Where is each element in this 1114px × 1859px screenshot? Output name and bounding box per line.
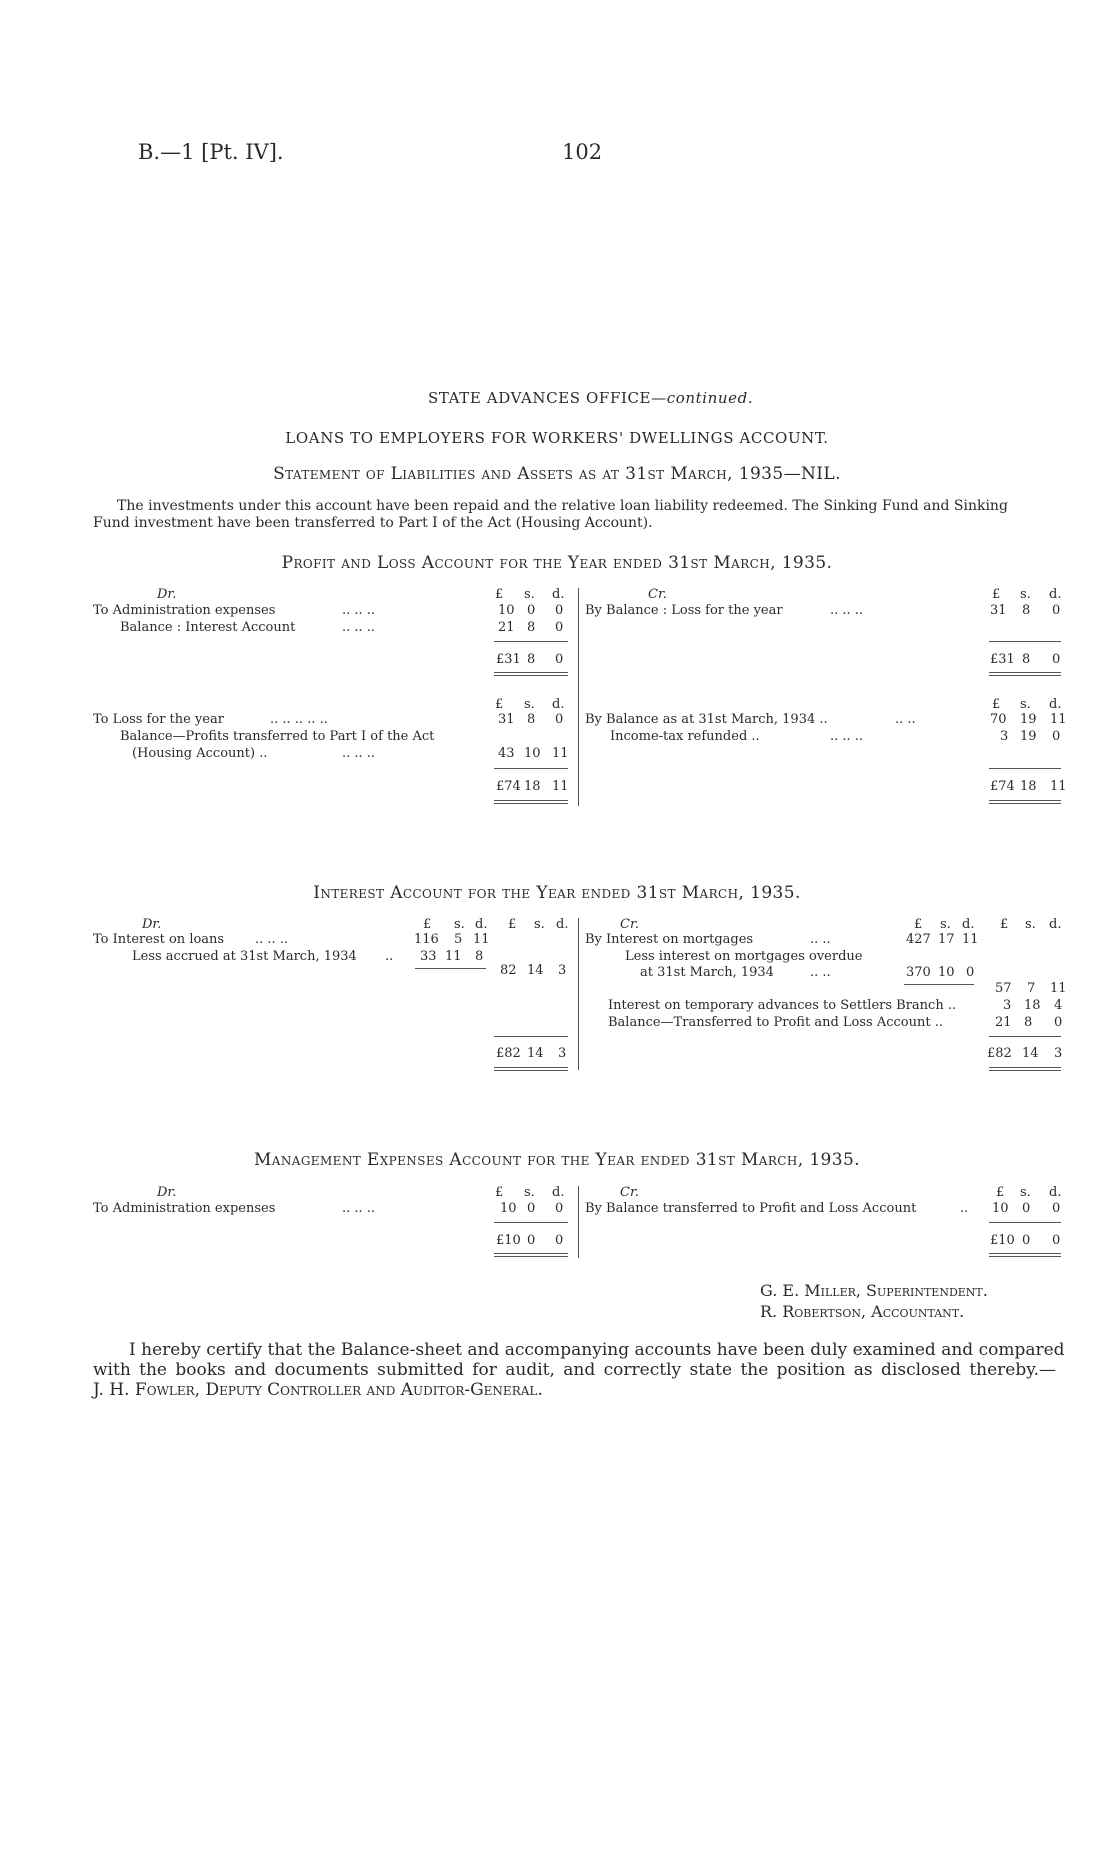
mgmt-cr-s-head: s.: [1020, 1185, 1031, 1200]
office-title-text: STATE ADVANCES OFFICE—: [428, 389, 667, 407]
leader-dots: .. .. ..: [830, 603, 864, 618]
int-inner-pound-head: £: [423, 917, 432, 932]
int-cr-inner-pound-head: £: [914, 917, 923, 932]
int-inner-d-head: d.: [475, 917, 488, 932]
pl-total-2-cr-shillings: 18: [1020, 779, 1037, 794]
pl-cr-d-head: d.: [1049, 587, 1062, 602]
pl-total-2-dr-shillings: 18: [524, 779, 541, 794]
subtotal-rule: [989, 641, 1061, 642]
pl-dr-row-balance: Balance : Interest Account: [120, 620, 296, 635]
amount-shillings: 17: [938, 932, 955, 947]
amount-pounds: 10: [498, 603, 515, 618]
mgmt-dr-pound-head: £: [495, 1185, 504, 1200]
signature-superintendent: G. E. Miller, Superintendent.: [760, 1281, 988, 1300]
int-dr-row-less-accrued: Less accrued at 31st March, 1934: [132, 949, 357, 964]
amount-shillings: 8: [1022, 603, 1031, 618]
pl-total-1-dr-shillings: 8: [527, 652, 536, 667]
total-double-rule: [494, 800, 568, 804]
office-title: [428, 389, 753, 407]
subtotal-rule: [904, 984, 974, 985]
subtotal-rule: [494, 768, 568, 769]
int-cr-net-pence: 11: [1050, 981, 1067, 996]
amount-shillings: 0: [527, 1201, 536, 1216]
pl-total-2-cr-pence: 11: [1050, 779, 1067, 794]
mgmt-total-cr-pounds: £10: [990, 1233, 1015, 1248]
int-total-cr-pounds: £82: [987, 1046, 1012, 1061]
certificate-line-3: J. H. Fowler, Deputy Controller and Auditor-General.: [93, 1380, 543, 1400]
amount-pounds: 427: [906, 932, 931, 947]
total-double-rule: [989, 1067, 1061, 1071]
subtotal-rule: [989, 1036, 1061, 1037]
amount-shillings: 5: [454, 932, 463, 947]
int-total-dr-shillings: 14: [527, 1046, 544, 1061]
pl-cr-s-head-2: s.: [1020, 697, 1031, 712]
account-title: LOANS TO EMPLOYERS FOR WORKERS' DWELLINGS ACCOUNT.: [285, 429, 829, 447]
amount-shillings: 19: [1020, 729, 1037, 744]
signature-accountant: R. Robertson, Accountant.: [760, 1302, 965, 1321]
pl-cr-pound-head-2: £: [992, 697, 1001, 712]
leader-dots: .. .. ..: [342, 1201, 376, 1216]
pl-total-1-cr-pounds: £31: [990, 652, 1015, 667]
amount-pence: 0: [555, 603, 564, 618]
mgmt-dr-s-head: s.: [524, 1185, 535, 1200]
mgmt-total-dr-pounds: £10: [496, 1233, 521, 1248]
leader-dots: .. .. ..: [342, 746, 376, 761]
int-dr-row-interest: To Interest on loans: [93, 932, 225, 947]
page-number: 102: [562, 140, 603, 164]
pl-total-1-dr-pence: 0: [555, 652, 564, 667]
leader-dots: .. ..: [810, 932, 831, 947]
int-outer-pound-head: £: [508, 917, 517, 932]
amount-pounds: 370: [906, 965, 931, 980]
amount-pounds: 10: [992, 1201, 1009, 1216]
amount-pence: 11: [552, 746, 569, 761]
amount-shillings: 8: [527, 620, 536, 635]
int-total-dr-pounds: £82: [496, 1046, 521, 1061]
amount-shillings: 8: [1024, 1015, 1033, 1030]
leader-dots: .. .. ..: [830, 729, 864, 744]
pl-dr-s-head: s.: [524, 587, 535, 602]
total-double-rule: [494, 672, 568, 676]
pl-total-1-cr-shillings: 8: [1022, 652, 1031, 667]
mgmt-total-cr-pence: 0: [1052, 1233, 1061, 1248]
mgmt-dr-d-head: d.: [552, 1185, 565, 1200]
mgmt-cr-d-head: d.: [1049, 1185, 1062, 1200]
intro-paragraph: [93, 498, 1063, 532]
amount-pounds: 116: [414, 932, 439, 947]
leader-dots: .. .. ..: [342, 603, 376, 618]
amount-pounds: 3: [1003, 998, 1012, 1013]
mgmt-cr-pound-head: £: [996, 1185, 1005, 1200]
int-cr-inner-s-head: s.: [940, 917, 951, 932]
pl-total-2-dr-pence: 11: [552, 779, 569, 794]
amount-pounds: 33: [420, 949, 437, 964]
amount-pence: 0: [1052, 1201, 1061, 1216]
leader-dots: .. .. ..: [255, 932, 289, 947]
int-dr-net-pence: 3: [558, 963, 567, 978]
amount-pounds: 10: [500, 1201, 517, 1216]
int-total-cr-shillings: 14: [1022, 1046, 1039, 1061]
total-double-rule: [494, 1253, 568, 1257]
int-cr-inner-d-head: d.: [962, 917, 975, 932]
certificate-line-2: with the books and documents submitted for audit, and correctly state the position as disclosed thereby.—: [93, 1360, 1056, 1380]
amount-pence: 11: [473, 932, 490, 947]
amount-pounds: 31: [498, 712, 515, 727]
int-inner-s-head: s.: [454, 917, 465, 932]
leader-dots: .. ..: [810, 965, 831, 980]
amount-shillings: 0: [527, 603, 536, 618]
amount-pence: 0: [555, 712, 564, 727]
pl-dr-row-loss: To Loss for the year: [93, 712, 224, 727]
leader-dots: ..: [385, 949, 394, 964]
amount-pence: 4: [1054, 998, 1063, 1013]
pl-total-1-dr-pounds: £31: [496, 652, 521, 667]
int-cr-net-shillings: 7: [1027, 981, 1036, 996]
amount-pounds: 3: [1000, 729, 1009, 744]
int-cr-outer-d-head: d.: [1049, 917, 1062, 932]
subtotal-rule: [989, 1222, 1061, 1223]
amount-pence: 0: [555, 620, 564, 635]
pl-dr-d-head-2: d.: [552, 697, 565, 712]
int-outer-d-head: d.: [556, 917, 569, 932]
int-cr-row-temporary: Interest on temporary advances to Settlers Branch ..: [608, 998, 957, 1013]
pl-dr-s-head-2: s.: [524, 697, 535, 712]
int-dr-net-shillings: 14: [527, 963, 544, 978]
total-double-rule: [989, 1253, 1061, 1257]
pl-dr-pound-head-2: £: [495, 697, 504, 712]
leader-dots: .. ..: [895, 712, 916, 727]
interest-column-divider: [578, 918, 579, 1070]
pl-cr-row-balance: By Balance as at 31st March, 1934 ..: [585, 712, 828, 727]
pl-cr-d-head-2: d.: [1049, 697, 1062, 712]
amount-shillings: 10: [938, 965, 955, 980]
document-reference: B.—1 [Pt. IV].: [138, 140, 284, 164]
audit-certificate: [93, 1340, 1065, 1400]
int-total-dr-pence: 3: [558, 1046, 567, 1061]
subtotal-rule: [415, 968, 486, 969]
int-cr-label: Cr.: [620, 917, 639, 932]
pl-column-divider: [578, 588, 579, 806]
int-total-cr-pence: 3: [1054, 1046, 1063, 1061]
amount-pence: 0: [1054, 1015, 1063, 1030]
pl-dr-label: Dr.: [157, 587, 177, 602]
amount-shillings: 0: [1022, 1201, 1031, 1216]
pl-dr-row-admin: [93, 603, 275, 618]
int-dr-net-pounds: 82: [500, 963, 517, 978]
amount-pounds: 21: [995, 1015, 1012, 1030]
amount-pence: 0: [555, 1201, 564, 1216]
int-cr-row-at-date: at 31st March, 1934: [640, 965, 774, 980]
pl-dr-pound-head: £: [495, 587, 504, 602]
mgmt-column-divider: [578, 1186, 579, 1258]
pl-total-2-dr-pounds: £74: [496, 779, 521, 794]
pl-dr-d-head: d.: [552, 587, 565, 602]
mgmt-total-cr-shillings: 0: [1022, 1233, 1031, 1248]
int-outer-s-head: s.: [534, 917, 545, 932]
pl-cr-row-loss: By Balance : Loss for the year: [585, 603, 783, 618]
interest-title: Interest Account for the Year ended 31st March, 1935.: [313, 883, 801, 903]
pl-cr-pound-head: £: [992, 587, 1001, 602]
int-dr-label: Dr.: [142, 917, 162, 932]
pl-total-2-cr-pounds: £74: [990, 779, 1015, 794]
amount-shillings: 8: [527, 712, 536, 727]
amount-pence: 11: [962, 932, 979, 947]
row-text: To Administration expenses: [93, 603, 276, 618]
mgmt-dr-row-admin: To Administration expenses: [93, 1201, 276, 1216]
subtotal-rule: [494, 1222, 568, 1223]
statement-title: Statement of Liabilities and Assets as at 31st March, 1935—NIL.: [273, 464, 841, 484]
mgmt-total-dr-shillings: 0: [527, 1233, 536, 1248]
certificate-line-1: I hereby certify that the Balance-sheet and accompanying accounts have been duly examined and compared: [129, 1340, 1065, 1360]
amount-shillings: 11: [445, 949, 462, 964]
int-cr-row-mortgages: By Interest on mortgages: [585, 932, 754, 947]
amount-shillings: 10: [524, 746, 541, 761]
intro-line-1: The investments under this account have been repaid and the relative loan liability redeemed. The Sinking Fund and Sinking: [117, 498, 1008, 514]
mgmt-cr-label: Cr.: [620, 1185, 639, 1200]
int-cr-row-less-interest: Less interest on mortgages overdue: [625, 949, 863, 964]
total-double-rule: [494, 1067, 568, 1071]
amount-pounds: 70: [990, 712, 1007, 727]
int-cr-net-pounds: 57: [995, 981, 1012, 996]
int-cr-outer-pound-head: £: [1000, 917, 1009, 932]
leader-dots: ..: [960, 1201, 969, 1216]
intro-line-2: Fund investment have been transferred to Part I of the Act (Housing Account).: [93, 515, 653, 531]
amount-pounds: 43: [498, 746, 515, 761]
pl-dr-row-profits: Balance—Profits transferred to Part I of the Act: [120, 729, 435, 744]
mgmt-cr-row-balance: By Balance transferred to Profit and Loss Account: [585, 1201, 917, 1216]
subtotal-rule: [494, 1036, 568, 1037]
amount-pence: 0: [1052, 729, 1061, 744]
mgmt-title: Management Expenses Account for the Year ended 31st March, 1935.: [253, 1150, 860, 1170]
pl-dr-row-housing: (Housing Account) ..: [132, 746, 268, 761]
mgmt-total-dr-pence: 0: [555, 1233, 564, 1248]
amount-pence: 11: [1050, 712, 1067, 727]
amount-pence: 0: [1052, 603, 1061, 618]
pl-cr-s-head: s.: [1020, 587, 1031, 602]
subtotal-rule: [989, 768, 1061, 769]
pl-title: Profit and Loss Account for the Year ended 31st March, 1935.: [281, 553, 833, 573]
office-title-continued: continued.: [666, 389, 754, 407]
mgmt-dr-label: Dr.: [157, 1185, 177, 1200]
amount-pounds: 21: [498, 620, 515, 635]
amount-shillings: 18: [1024, 998, 1041, 1013]
pl-total-1-cr-pence: 0: [1052, 652, 1061, 667]
pl-cr-row-income-tax: Income-tax refunded ..: [610, 729, 760, 744]
leader-dots: .. .. ..: [342, 620, 376, 635]
subtotal-rule: [494, 641, 568, 642]
amount-shillings: 19: [1020, 712, 1037, 727]
amount-pence: 0: [966, 965, 975, 980]
int-cr-outer-s-head: s.: [1025, 917, 1036, 932]
amount-pounds: 31: [990, 603, 1007, 618]
pl-cr-label: Cr.: [648, 587, 667, 602]
leader-dots: .. .. .. .. ..: [270, 712, 328, 727]
int-cr-row-balance: Balance—Transferred to Profit and Loss Account ..: [608, 1015, 943, 1030]
total-double-rule: [989, 672, 1061, 676]
amount-pence: 8: [475, 949, 484, 964]
total-double-rule: [989, 800, 1061, 804]
